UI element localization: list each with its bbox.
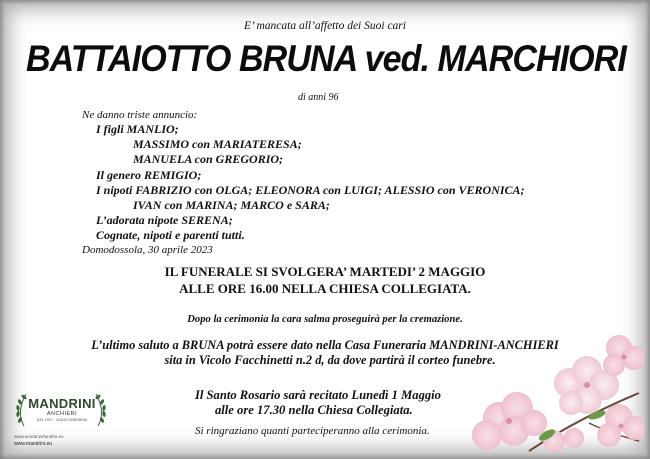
mourner-line: Cognate, nipoti e parenti tutti. <box>96 228 245 243</box>
mourner-line: IVAN con MARINA; MARCO e SARA; <box>133 198 330 213</box>
funeral-line: IL FUNERALE SI SVOLGERA’ MARTEDI’ 2 MAGGIO <box>164 264 486 279</box>
mourner-line: L’adorata nipote SERENA; <box>96 213 233 228</box>
funeral-home-logo <box>12 386 110 448</box>
logo-website-1: www.onoranzefunebri.eu <box>14 434 64 439</box>
age-text: di anni 96 <box>298 92 339 103</box>
mourner-line: I nipoti FABRIZIO con OLGA; ELEONORA con LUIGI; ALESSIO con VERONICA; <box>96 182 525 197</box>
logo-brand: MANDRINI <box>28 396 96 411</box>
logo-small: DAL 1907 · CASA FUNERARIA <box>36 418 88 422</box>
cremation-note: Dopo la cerimonia la cara salma proseguirà per la cremazione. <box>187 314 463 325</box>
funeral-announcement <box>0 263 650 297</box>
announcers-intro: Ne danno triste annuncio: <box>82 109 198 121</box>
mourners-list <box>96 122 525 244</box>
mourner-line: MANUELA con GREGORIO; <box>133 152 284 167</box>
rosary-line: alle ore 17.30 nella Chiesa Collegiata. <box>215 403 413 417</box>
mourner-line: MASSIMO con MARIATERESA; <box>133 137 302 152</box>
rosary-line: Il Santo Rosario sarà recitato Lunedì 1 Maggio <box>195 388 441 402</box>
deceased-name: BATTAIOTTO BRUNA ved. MARCHIORI <box>26 38 626 79</box>
thanks-note: Si ringraziano quanti parteciperanno alla cerimonia. <box>195 425 430 437</box>
funeral-line: ALLE ORE 16.00 NELLA CHIESA COLLEGIATA. <box>179 281 471 296</box>
rosary-note <box>195 388 441 418</box>
logo-sub: ANCHIERI <box>46 411 78 417</box>
place-date: Domodossola, 30 aprile 2023 <box>82 244 213 256</box>
flowers-decoration <box>469 323 644 453</box>
mourner-line: Il genero REMIGIO; <box>96 167 202 182</box>
mourner-line: I figli MANLIO; <box>96 122 179 136</box>
farewell-line: sita in Vicolo Facchinetti n.2 d, da dove partirà il corteo funebre. <box>164 353 496 367</box>
intro-text: E’ mancata all’affetto dei Suoi cari <box>244 20 406 32</box>
farewell-line: L’ultimo saluto a BRUNA potrà essere dato nella Casa Funeraria MANDRINI-ANCHIERI <box>91 338 559 352</box>
logo-website-2: www.mandrini.eu <box>14 441 53 447</box>
